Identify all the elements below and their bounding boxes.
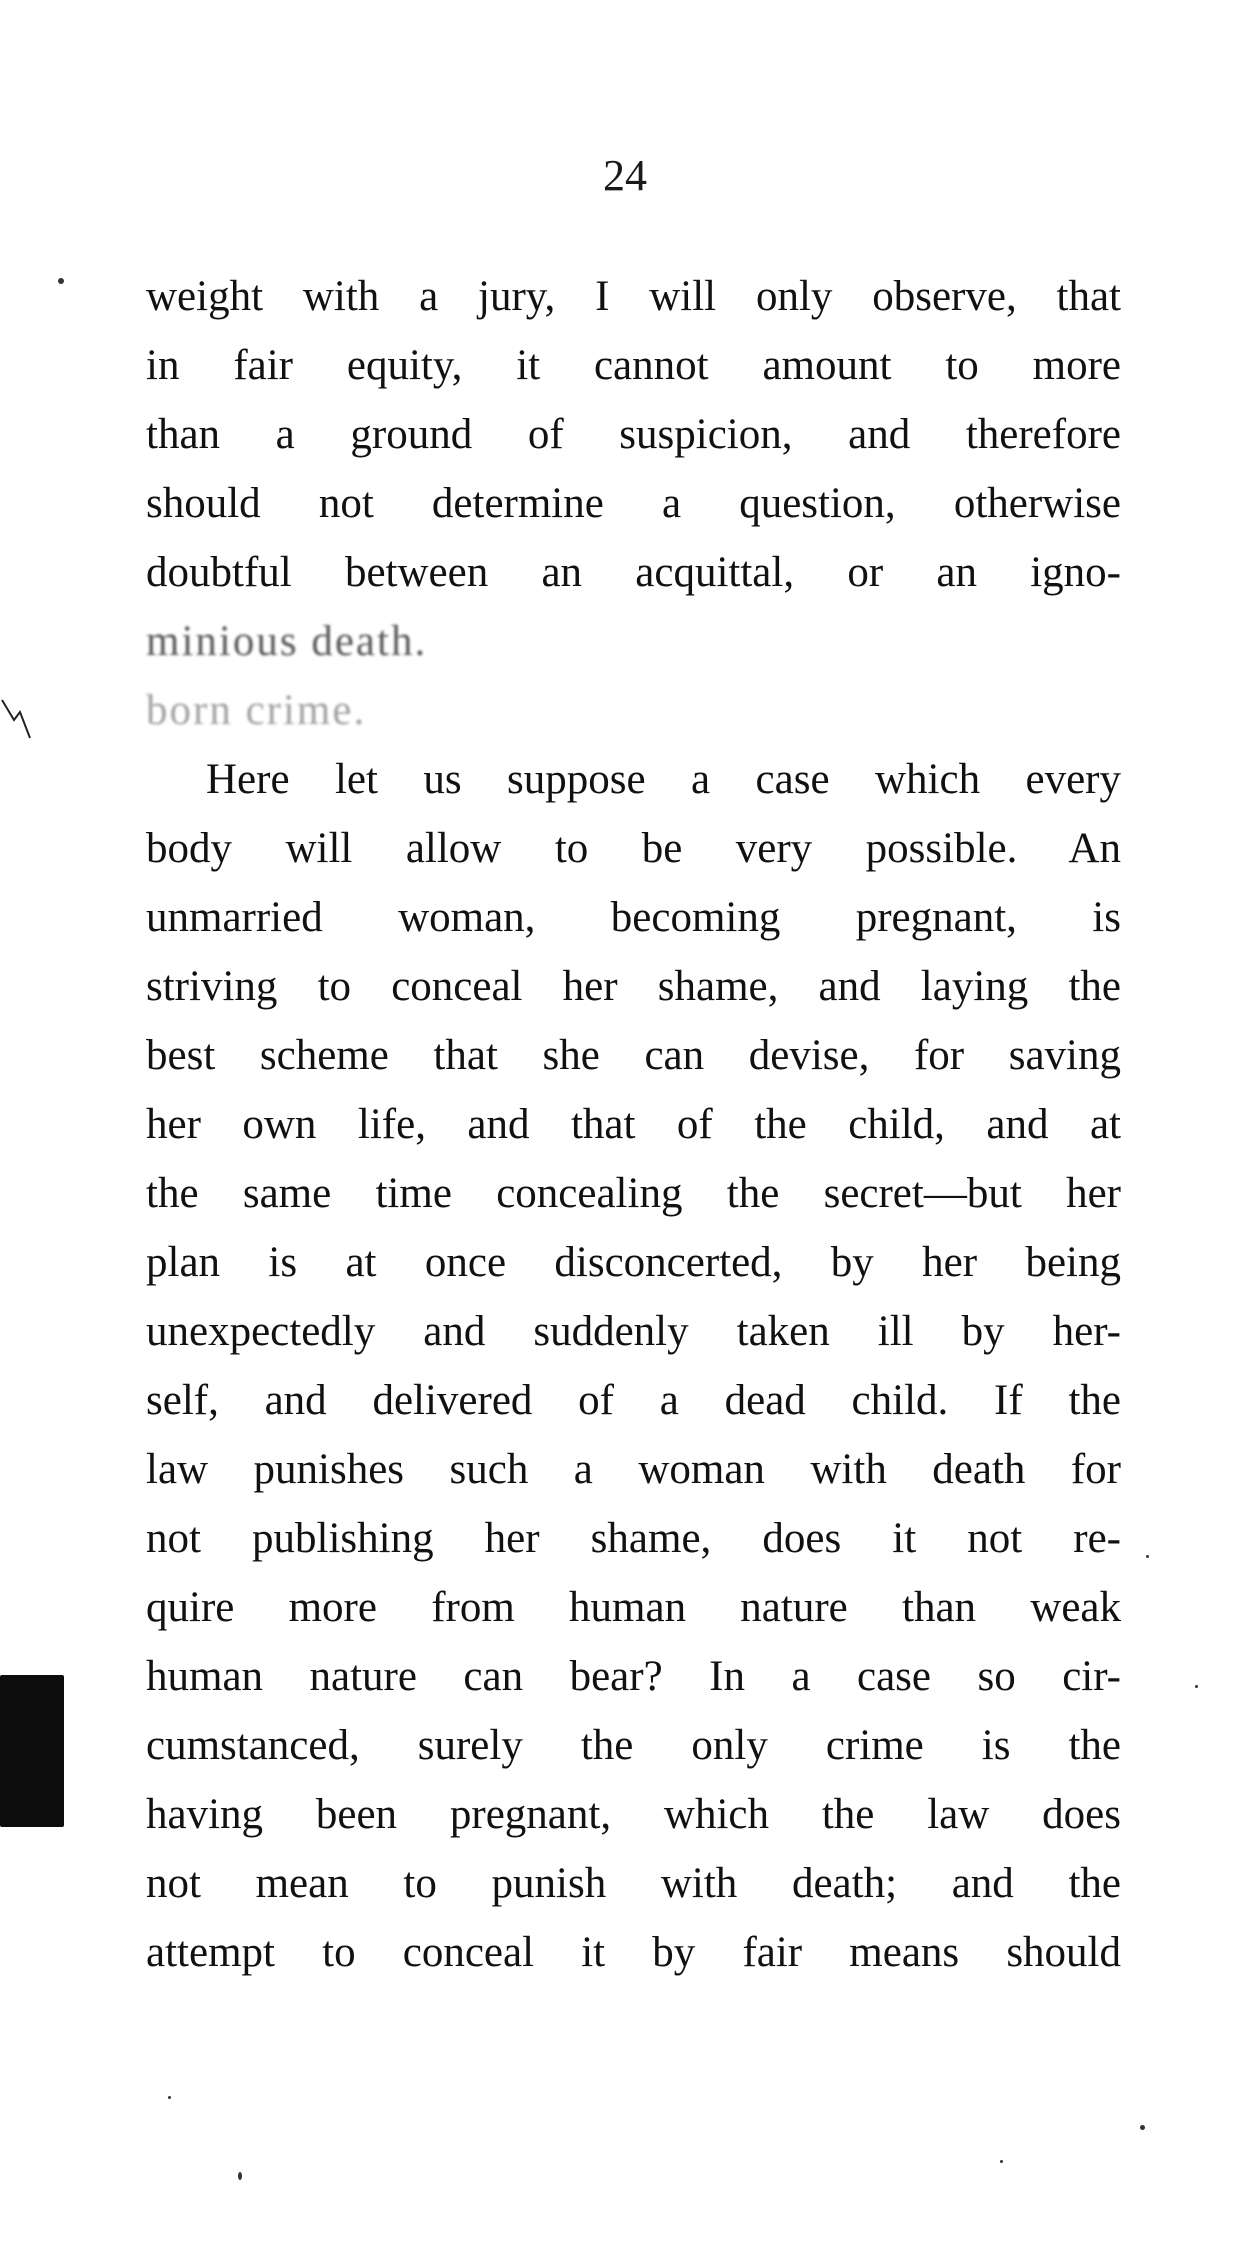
damaged-text-line: born crime. [146, 687, 367, 734]
paper-speck [58, 278, 64, 284]
text-line: should not determine a question, otherwise [146, 480, 1121, 527]
text-line: Here let us suppose a case which every [206, 756, 1121, 803]
text-line: self, and delivered of a dead child. If the [146, 1377, 1121, 1424]
text-line: in fair equity, it cannot amount to more [146, 342, 1121, 389]
text-line: unexpectedly and suddenly taken ill by her- [146, 1308, 1121, 1355]
body-text [146, 262, 1121, 1987]
text-line: quire more from human nature than weak [146, 1584, 1121, 1631]
text-line: weight with a jury, I will only observe, that [146, 273, 1121, 320]
text-line: than a ground of suspicion, and therefore [146, 411, 1121, 458]
paper-speck [1140, 2125, 1145, 2130]
paper-speck [238, 2172, 242, 2180]
ink-blot [0, 1675, 64, 1827]
text-line: striving to conceal her shame, and laying the [146, 963, 1121, 1010]
paper-speck [1195, 1685, 1198, 1688]
text-line: body will allow to be very possible. An [146, 825, 1121, 872]
text-line: not mean to punish with death; and the [146, 1860, 1121, 1907]
text-line: law punishes such a woman with death for [146, 1446, 1121, 1493]
page-number: 24 [603, 151, 647, 200]
text-line: unmarried woman, becoming pregnant, is [146, 894, 1121, 941]
paper-speck [1000, 2160, 1003, 2163]
text-line: not publishing her shame, does it not re- [146, 1515, 1121, 1562]
text-line: her own life, and that of the child, and at [146, 1101, 1121, 1148]
text-line: best scheme that she can devise, for saving [146, 1032, 1121, 1079]
edge-scratch-mark [0, 690, 40, 770]
text-line: cumstanced, surely the only crime is the [146, 1722, 1121, 1769]
paper-speck [1146, 1555, 1149, 1558]
damaged-text-line: minious death. [146, 618, 428, 665]
text-line: human nature can bear? In a case so cir- [146, 1653, 1121, 1700]
paper-speck [168, 2096, 171, 2099]
text-line: having been pregnant, which the law does [146, 1791, 1121, 1838]
text-line: doubtful between an acquittal, or an igno- [146, 549, 1121, 596]
text-line: attempt to conceal it by fair means should [146, 1929, 1121, 1976]
text-line: the same time concealing the secret—but her [146, 1170, 1121, 1217]
text-line: plan is at once disconcerted, by her being [146, 1239, 1121, 1286]
